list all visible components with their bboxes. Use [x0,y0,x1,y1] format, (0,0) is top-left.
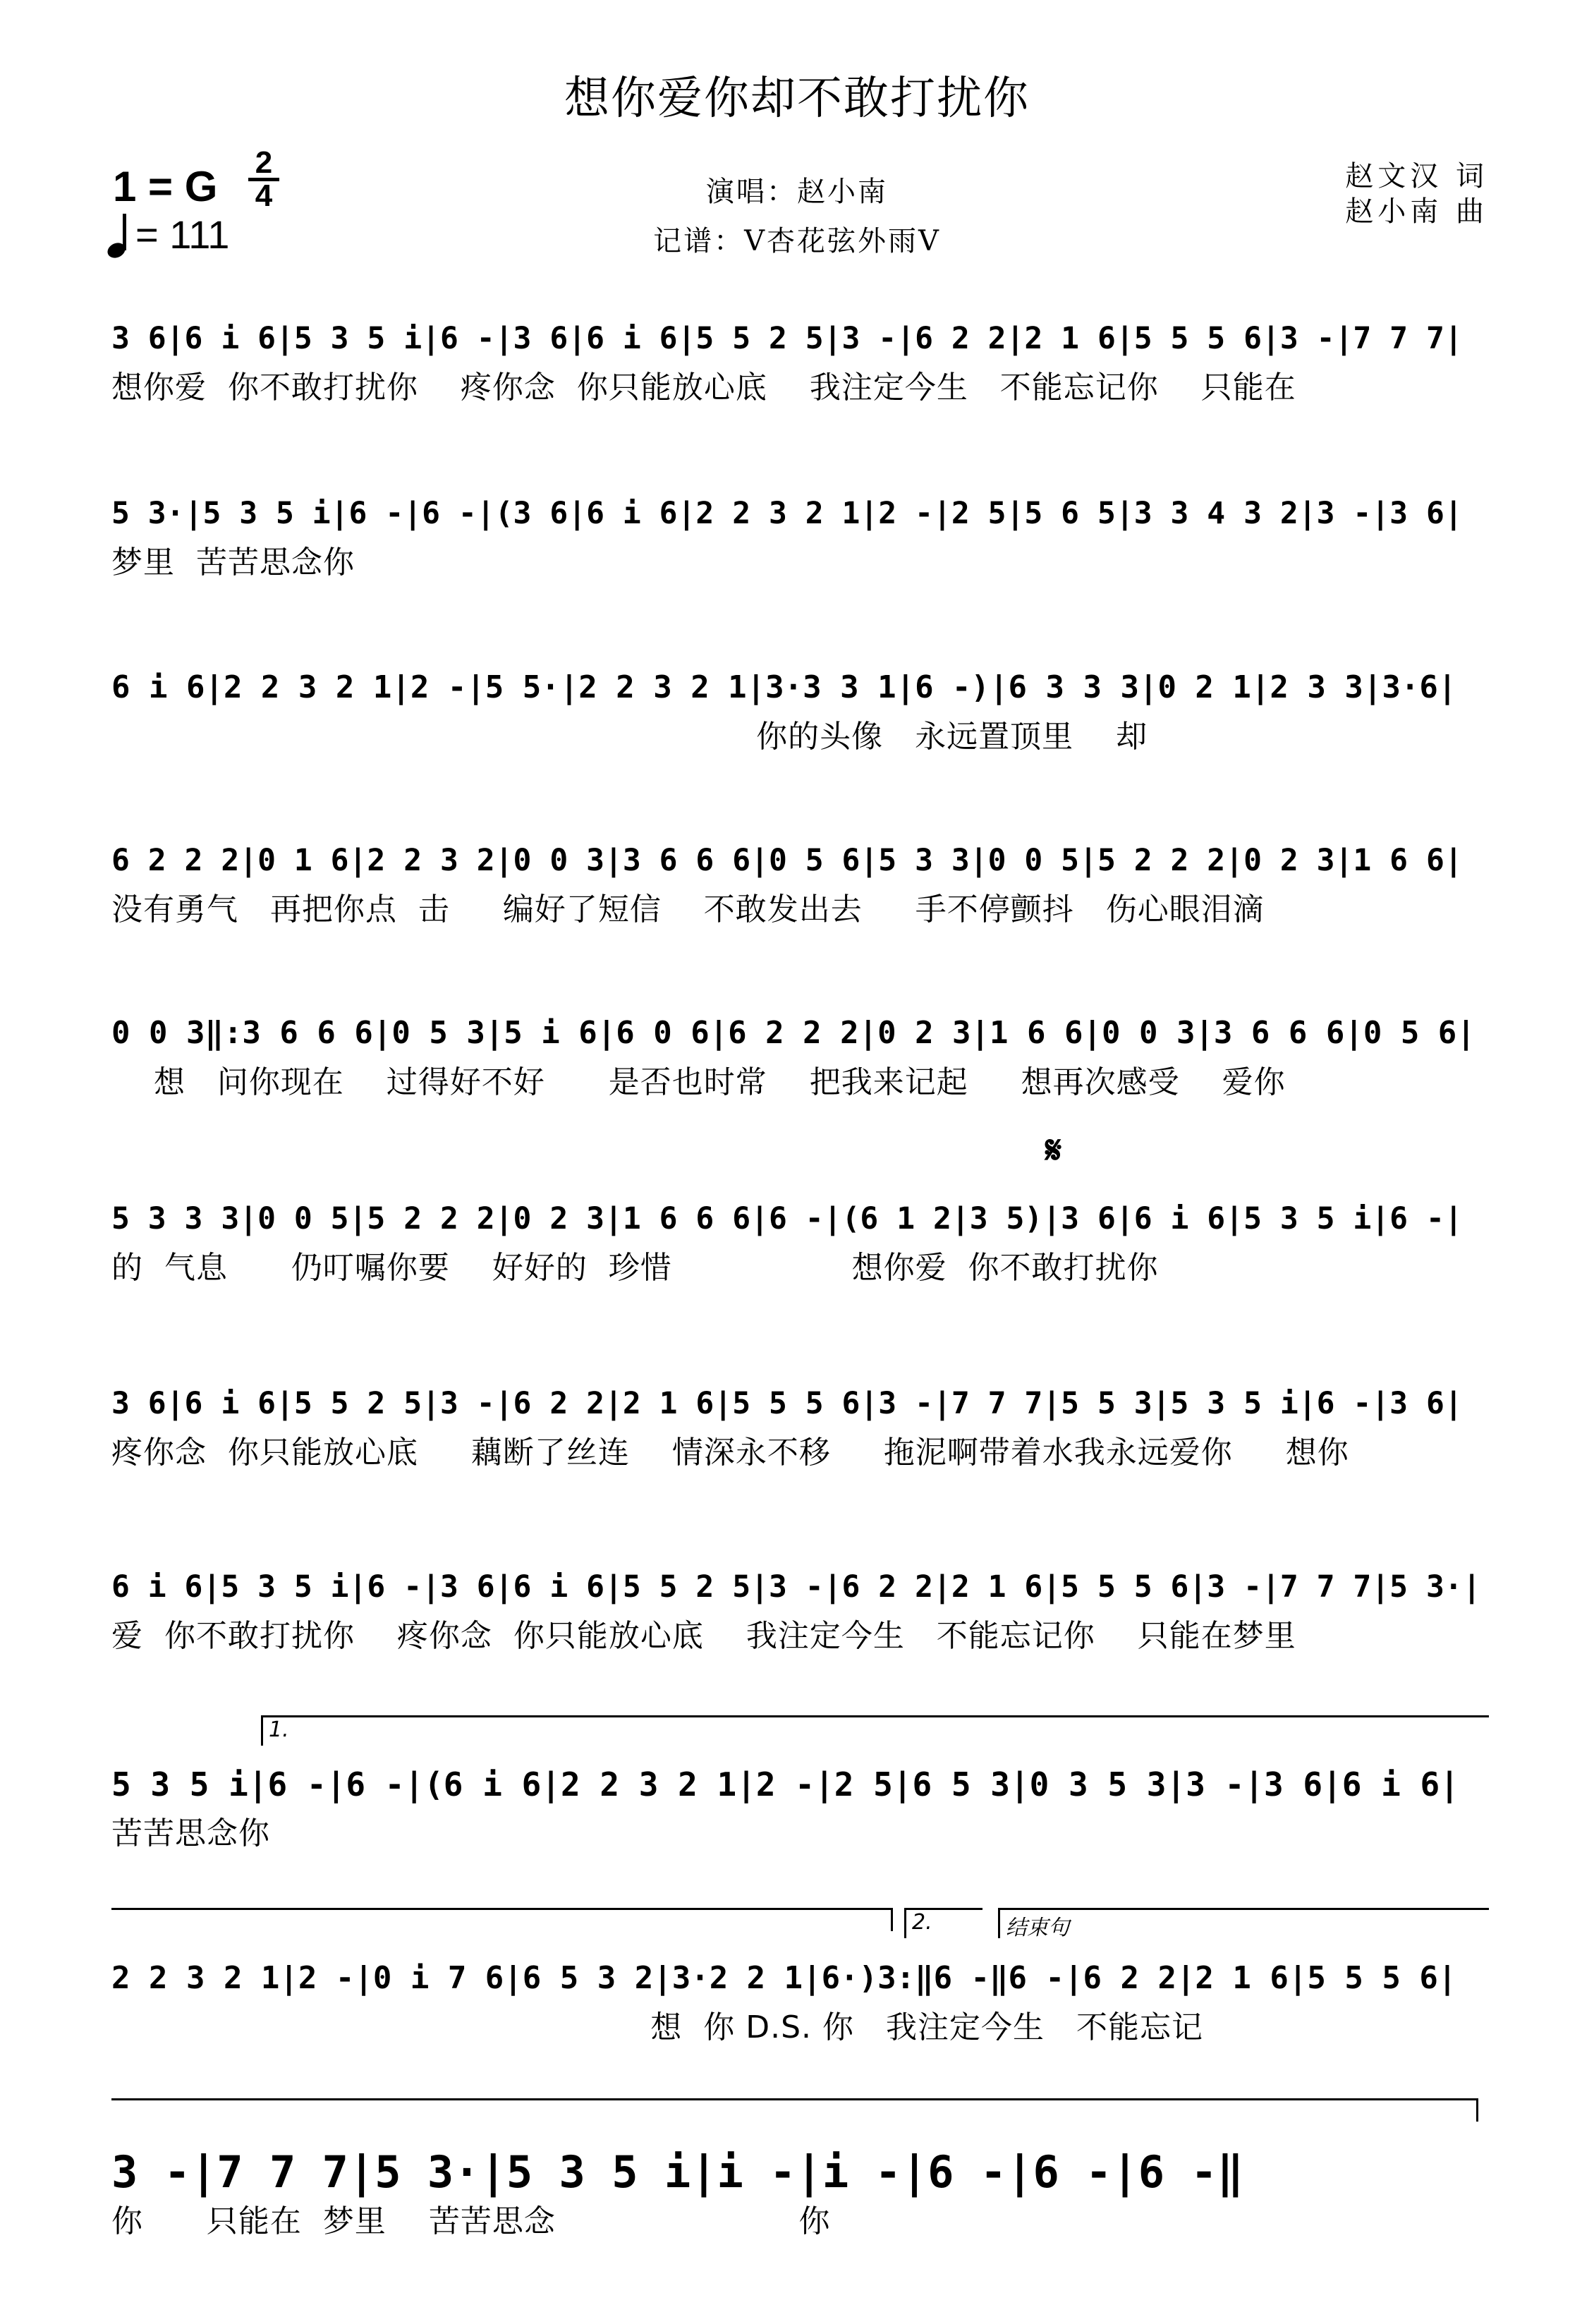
lyrics-row: 想 你 D.S. 你 我注定今生 不能忘记 [111,2009,1203,2045]
tempo-value: = 111 [135,212,230,257]
lyrics-row: 想 问你现在 过得好不好 是否也时常 把我来记起 想再次感受 爱你 [111,1064,1286,1100]
lyrics-row: 梦里 苦苦思念你 [111,545,355,580]
score-line-1 [111,310,1481,409]
segno-mark: 𝄋 [1045,1127,1062,1172]
notation-row: 6 2 2 2|0 1 6|2 2 3 2|0 0 3|3 6 6 6|0 5 6|5 3 3|0 0 5|5 2 2 2|0 2 3|1 6 6| [111,843,1463,878]
ending-bracket [998,1908,1489,1938]
lyrics-row: 你的头像 永远置顶里 却 [111,719,1148,755]
notation-row: 3 6|6 i 6|5 5 2 5|3 -|6 2 2|2 1 6|5 5 5 6|3 -|7 7 7|5 5 3|5 3 5 i|6 -|3 6| [111,1386,1463,1421]
score-line-2 [111,485,1481,584]
volta-2-bracket [904,1908,982,1938]
time-numerator: 2 [255,145,273,180]
lyricist-credit: 赵文汉 词 [1345,160,1488,193]
key-signature: 1 = G [113,163,218,210]
notation-row: 5 3·|5 3 5 i|6 -|6 -|(3 6|6 i 6|2 2 3 2 1|2 -|2 5|5 6 5|3 3 4 3 2|3 -|3 6| [111,496,1463,531]
lyrics-row: 你 只能在 梦里 苦苦思念 你 [111,2203,831,2239]
notation-row: 6 i 6|5 3 5 i|6 -|3 6|6 i 6|5 5 2 5|3 -|6 2 2|2 1 6|5 5 5 6|3 -|7 7 7|5 3·| [111,1569,1481,1605]
volta-1-label: 1. [269,1717,289,1742]
volta-1-continuation [111,1908,893,1931]
score-line-11 [111,2144,1481,2243]
lyrics-row: 没有勇气 再把你点 击 编好了短信 不敢发出去 手不停颤抖 伤心眼泪滴 [111,892,1265,927]
score-line-5 [111,1005,1481,1104]
score-line-8 [111,1559,1481,1657]
lyrics-row: 的 气息 仍叮嘱你要 好好的 珍惜 想你爱 你不敢打扰你 [111,1250,1159,1286]
volta-1-bracket [261,1715,1489,1746]
lyrics-row: 苦苦思念你 [111,1815,270,1851]
composer-credit: 赵小南 曲 [1345,195,1488,228]
score-line-4 [111,832,1481,931]
volta-2-label: 2. [912,1910,932,1935]
notation-row: 0 0 3‖:3 6 6 6|0 5 3|5 i 6|6 0 6|6 2 2 2|0 2 3|1 6 6|0 0 3|3 6 6 6|0 5 6| [111,1015,1476,1051]
score-line-9 [111,1756,1481,1855]
singer-credit: 演唱：赵小南 [706,176,888,208]
score-line-7 [111,1375,1481,1474]
score-line-6 [111,1191,1481,1289]
notation-row: 2 2 3 2 1|2 -|0 i 7 6|6 5 3 2|3·2 2 1|6·)3:‖6 -‖6 -|6 2 2|2 1 6|5 5 5 6| [111,1960,1457,1996]
lyrics-row: 疼你念 你只能放心底 藕断了丝连 情深永不移 拖泥啊带着水我永远爱你 想你 [111,1435,1349,1471]
ending-bracket-continuation [111,2098,1478,2122]
notation-row: 5 3 3 3|0 0 5|5 2 2 2|0 2 3|1 6 6 6|6 -|(6 1 2|3 5)|3 6|6 i 6|5 3 5 i|6 -| [111,1201,1463,1236]
score-line-3 [111,659,1481,758]
notation-row: 5 3 5 i|6 -|6 -|(6 i 6|2 2 3 2 1|2 -|2 5|6 5 3|0 3 5 3|3 -|3 6|6 i 6| [111,1765,1459,1803]
notation-row: 3 -|7 7 7|5 3·|5 3 5 i|i -|i -|6 -|6 -|6 -‖ [111,2146,1244,2198]
lyrics-row: 想你爱 你不敢打扰你 疼你念 你只能放心底 我注定今生 不能忘记你 只能在 [111,370,1296,406]
notation-row: 6 i 6|2 2 3 2 1|2 -|5 5·|2 2 3 2 1|3·3 3 1|6 -)|6 3 3 3|0 2 1|2 3 3|3·6| [111,669,1457,705]
lyrics-row: 爱 你不敢打扰你 疼你念 你只能放心底 我注定今生 不能忘记你 只能在梦里 [111,1618,1296,1654]
score-line-10 [111,1950,1481,2049]
ending-label: 结束句 [1006,1916,1069,1940]
song-title: 想你爱你却不敢打扰你 [564,73,1030,125]
time-denominator: 4 [255,178,273,213]
notation-row: 3 6|6 i 6|5 3 5 i|6 -|3 6|6 i 6|5 5 2 5|3 -|6 2 2|2 1 6|5 5 5 6|3 -|7 7 7| [111,321,1463,356]
transcriber-credit: 记谱：V杏花弦外雨V [653,225,941,257]
